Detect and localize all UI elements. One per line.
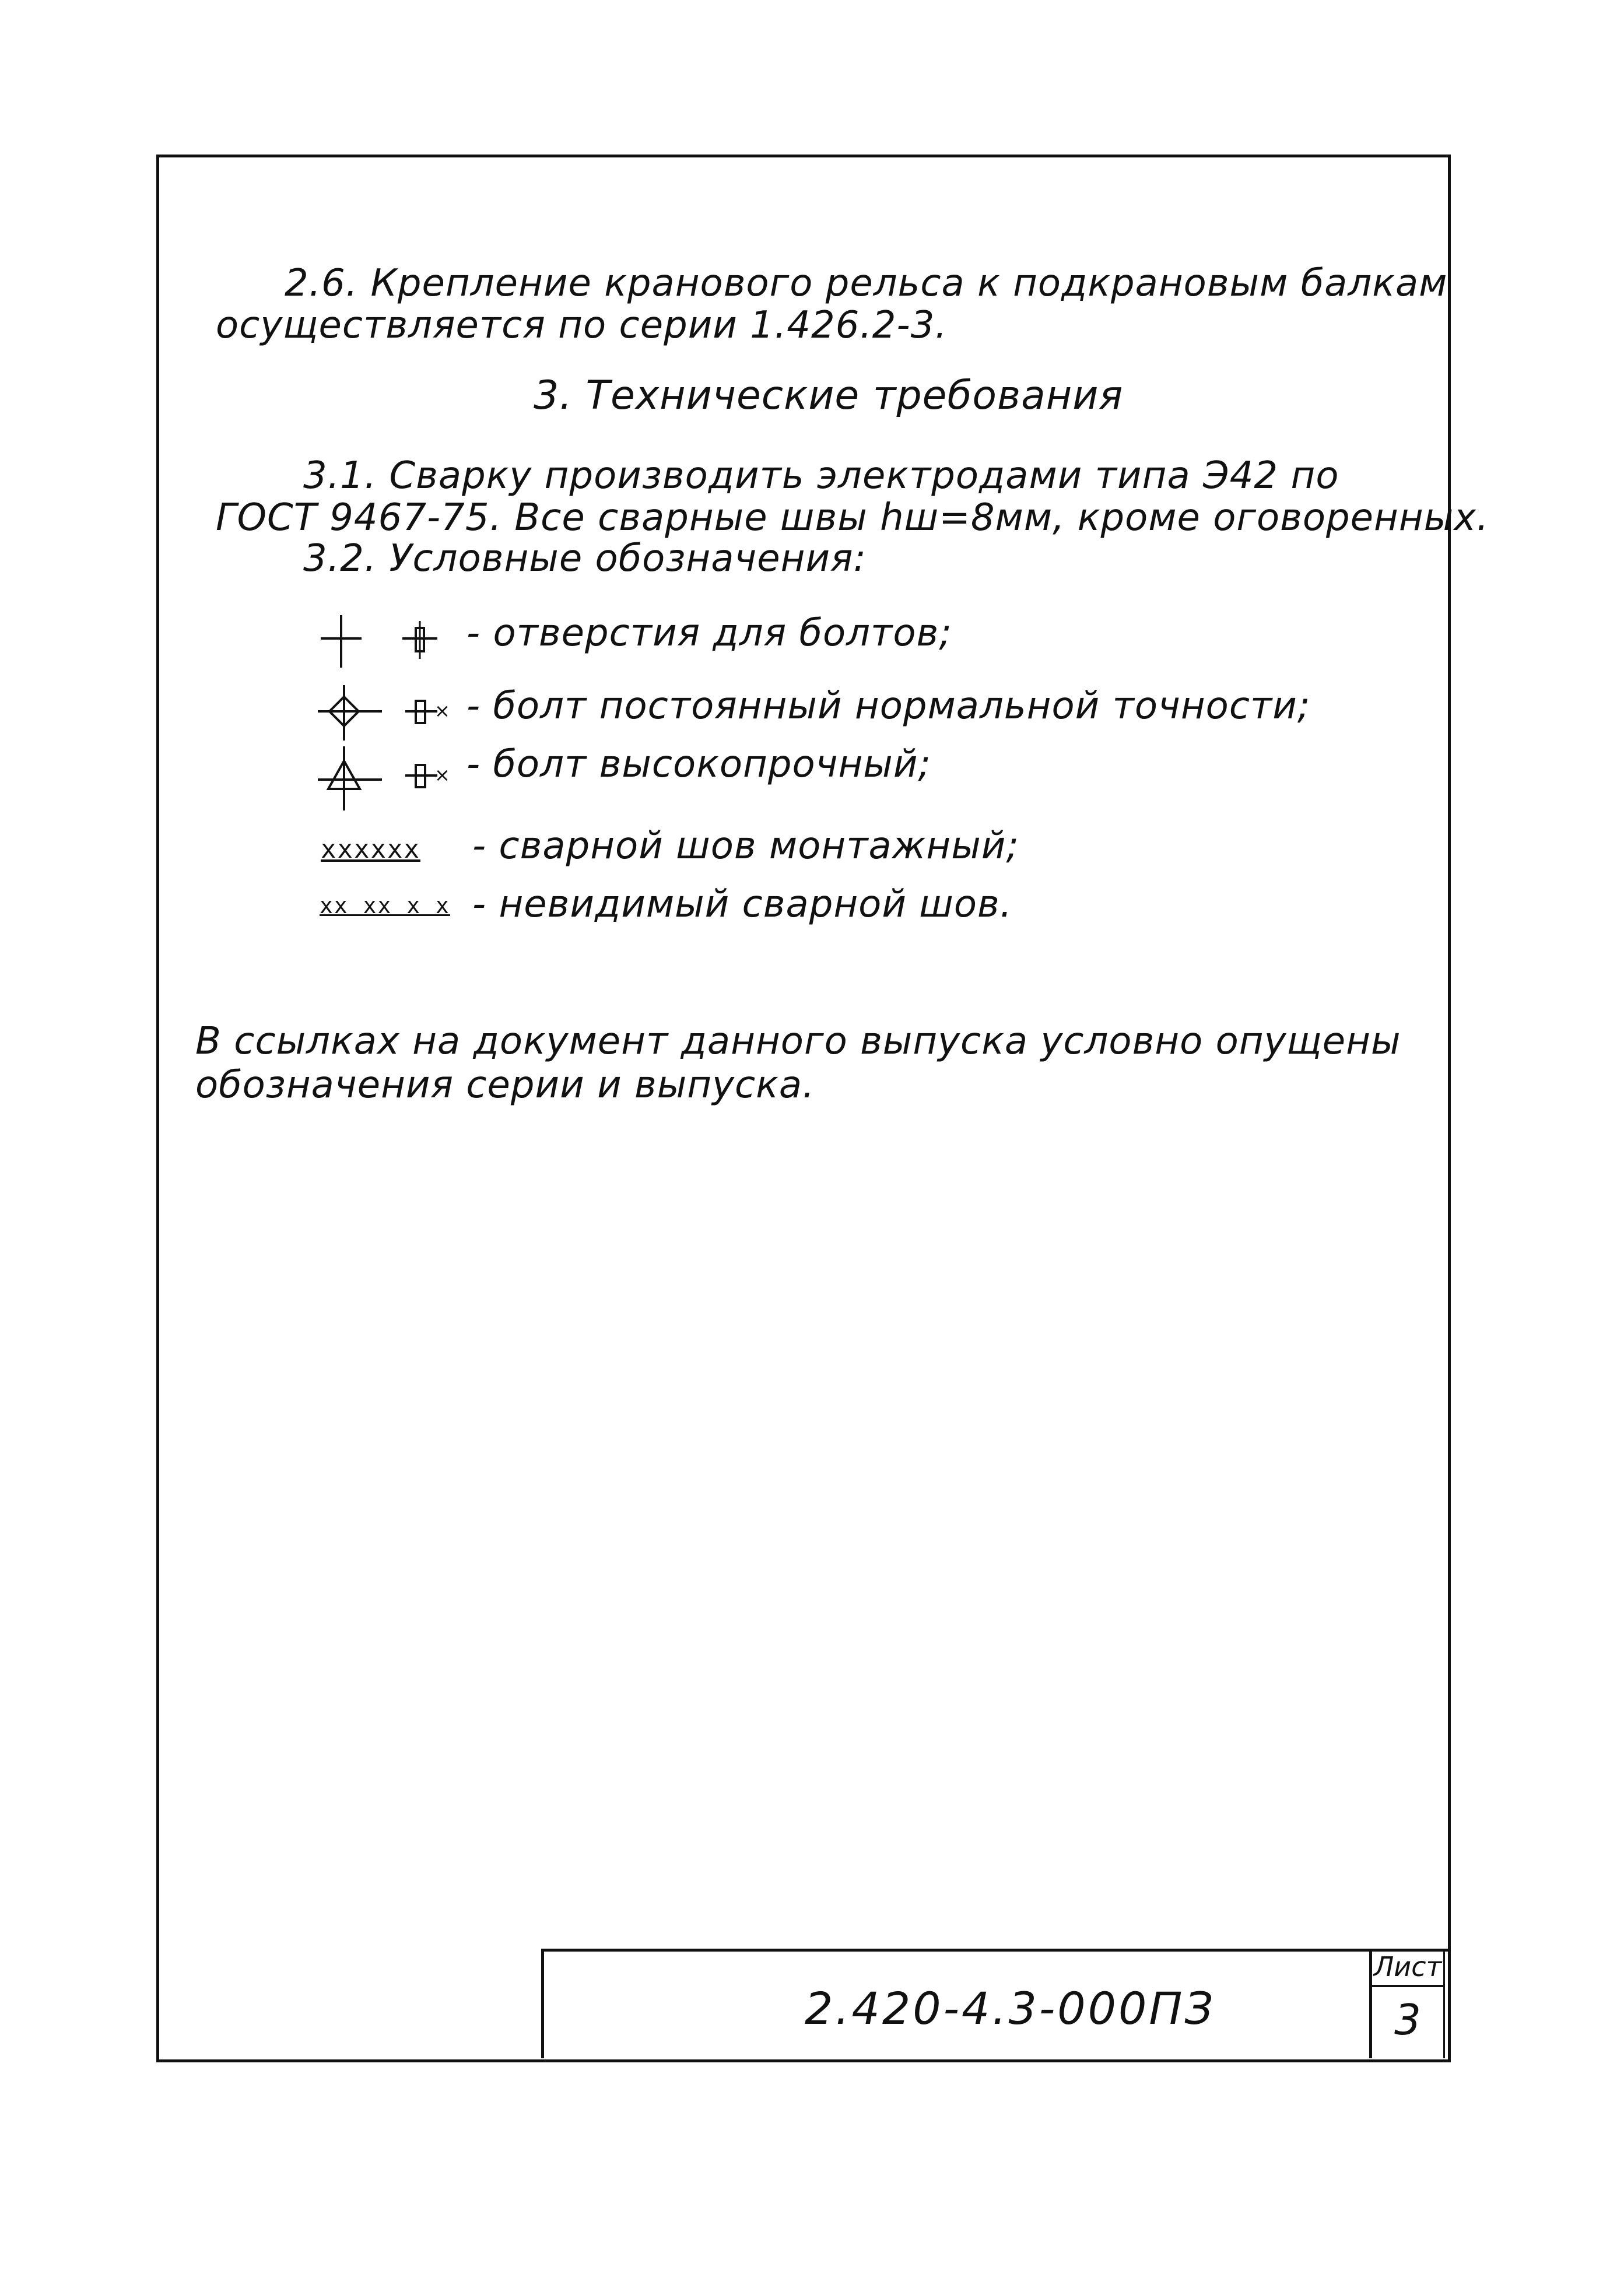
permanent-bolt-icon [318,682,464,746]
paragraph-3-1-line2: ГОСТ 9467-75. Все сварные швы hш=8мм, кроме оговоренных. [216,496,1489,539]
section-2-6-line2: осуществляется по серии 1.426.2-3. [216,304,948,347]
svg-text:×: × [434,764,450,786]
sheet-number: 3 [1394,1995,1421,2044]
document-number: 2.420-4.3-000ПЗ [805,1982,1216,2034]
svg-text:×: × [434,700,450,722]
field-weld-icon: xxxxxx [321,834,420,864]
legend-text-field-weld: - сварной шов монтажный; [472,824,1019,868]
note-line2: обозначения серии и выпуска. [195,1064,815,1107]
bolt-hole-icon [321,609,461,673]
paragraph-3-2: 3.2. Условные обозначения: [303,537,867,580]
sheet-box [1369,1949,1445,2058]
legend-text-bolt-holes: - отверстия для болтов; [466,612,952,655]
note-line1: В ссылках на документ данного выпуска условно опущены [195,1020,1401,1063]
legend-text-permanent-bolt: - болт постоянный нормальной точности; [466,685,1311,728]
sheet-label: Лист [1372,1949,1443,1987]
high-strength-bolt-icon [318,743,464,813]
legend-text-hidden-weld: - невидимый сварной шов. [472,883,1013,926]
hidden-weld-icon: xx xx x x [320,893,450,918]
drawing-frame [156,155,1451,2062]
paragraph-3-1-line1: 3.1. Сварку производить электродами типа Э42 по [303,454,1339,497]
section-2-6-line1: 2.6. Крепление кранового рельса к подкрановым балкам [285,262,1448,305]
legend-text-high-strength-bolt: - болт высокопрочный; [466,743,931,786]
section-3-heading: 3. Технические требования [534,373,1124,419]
